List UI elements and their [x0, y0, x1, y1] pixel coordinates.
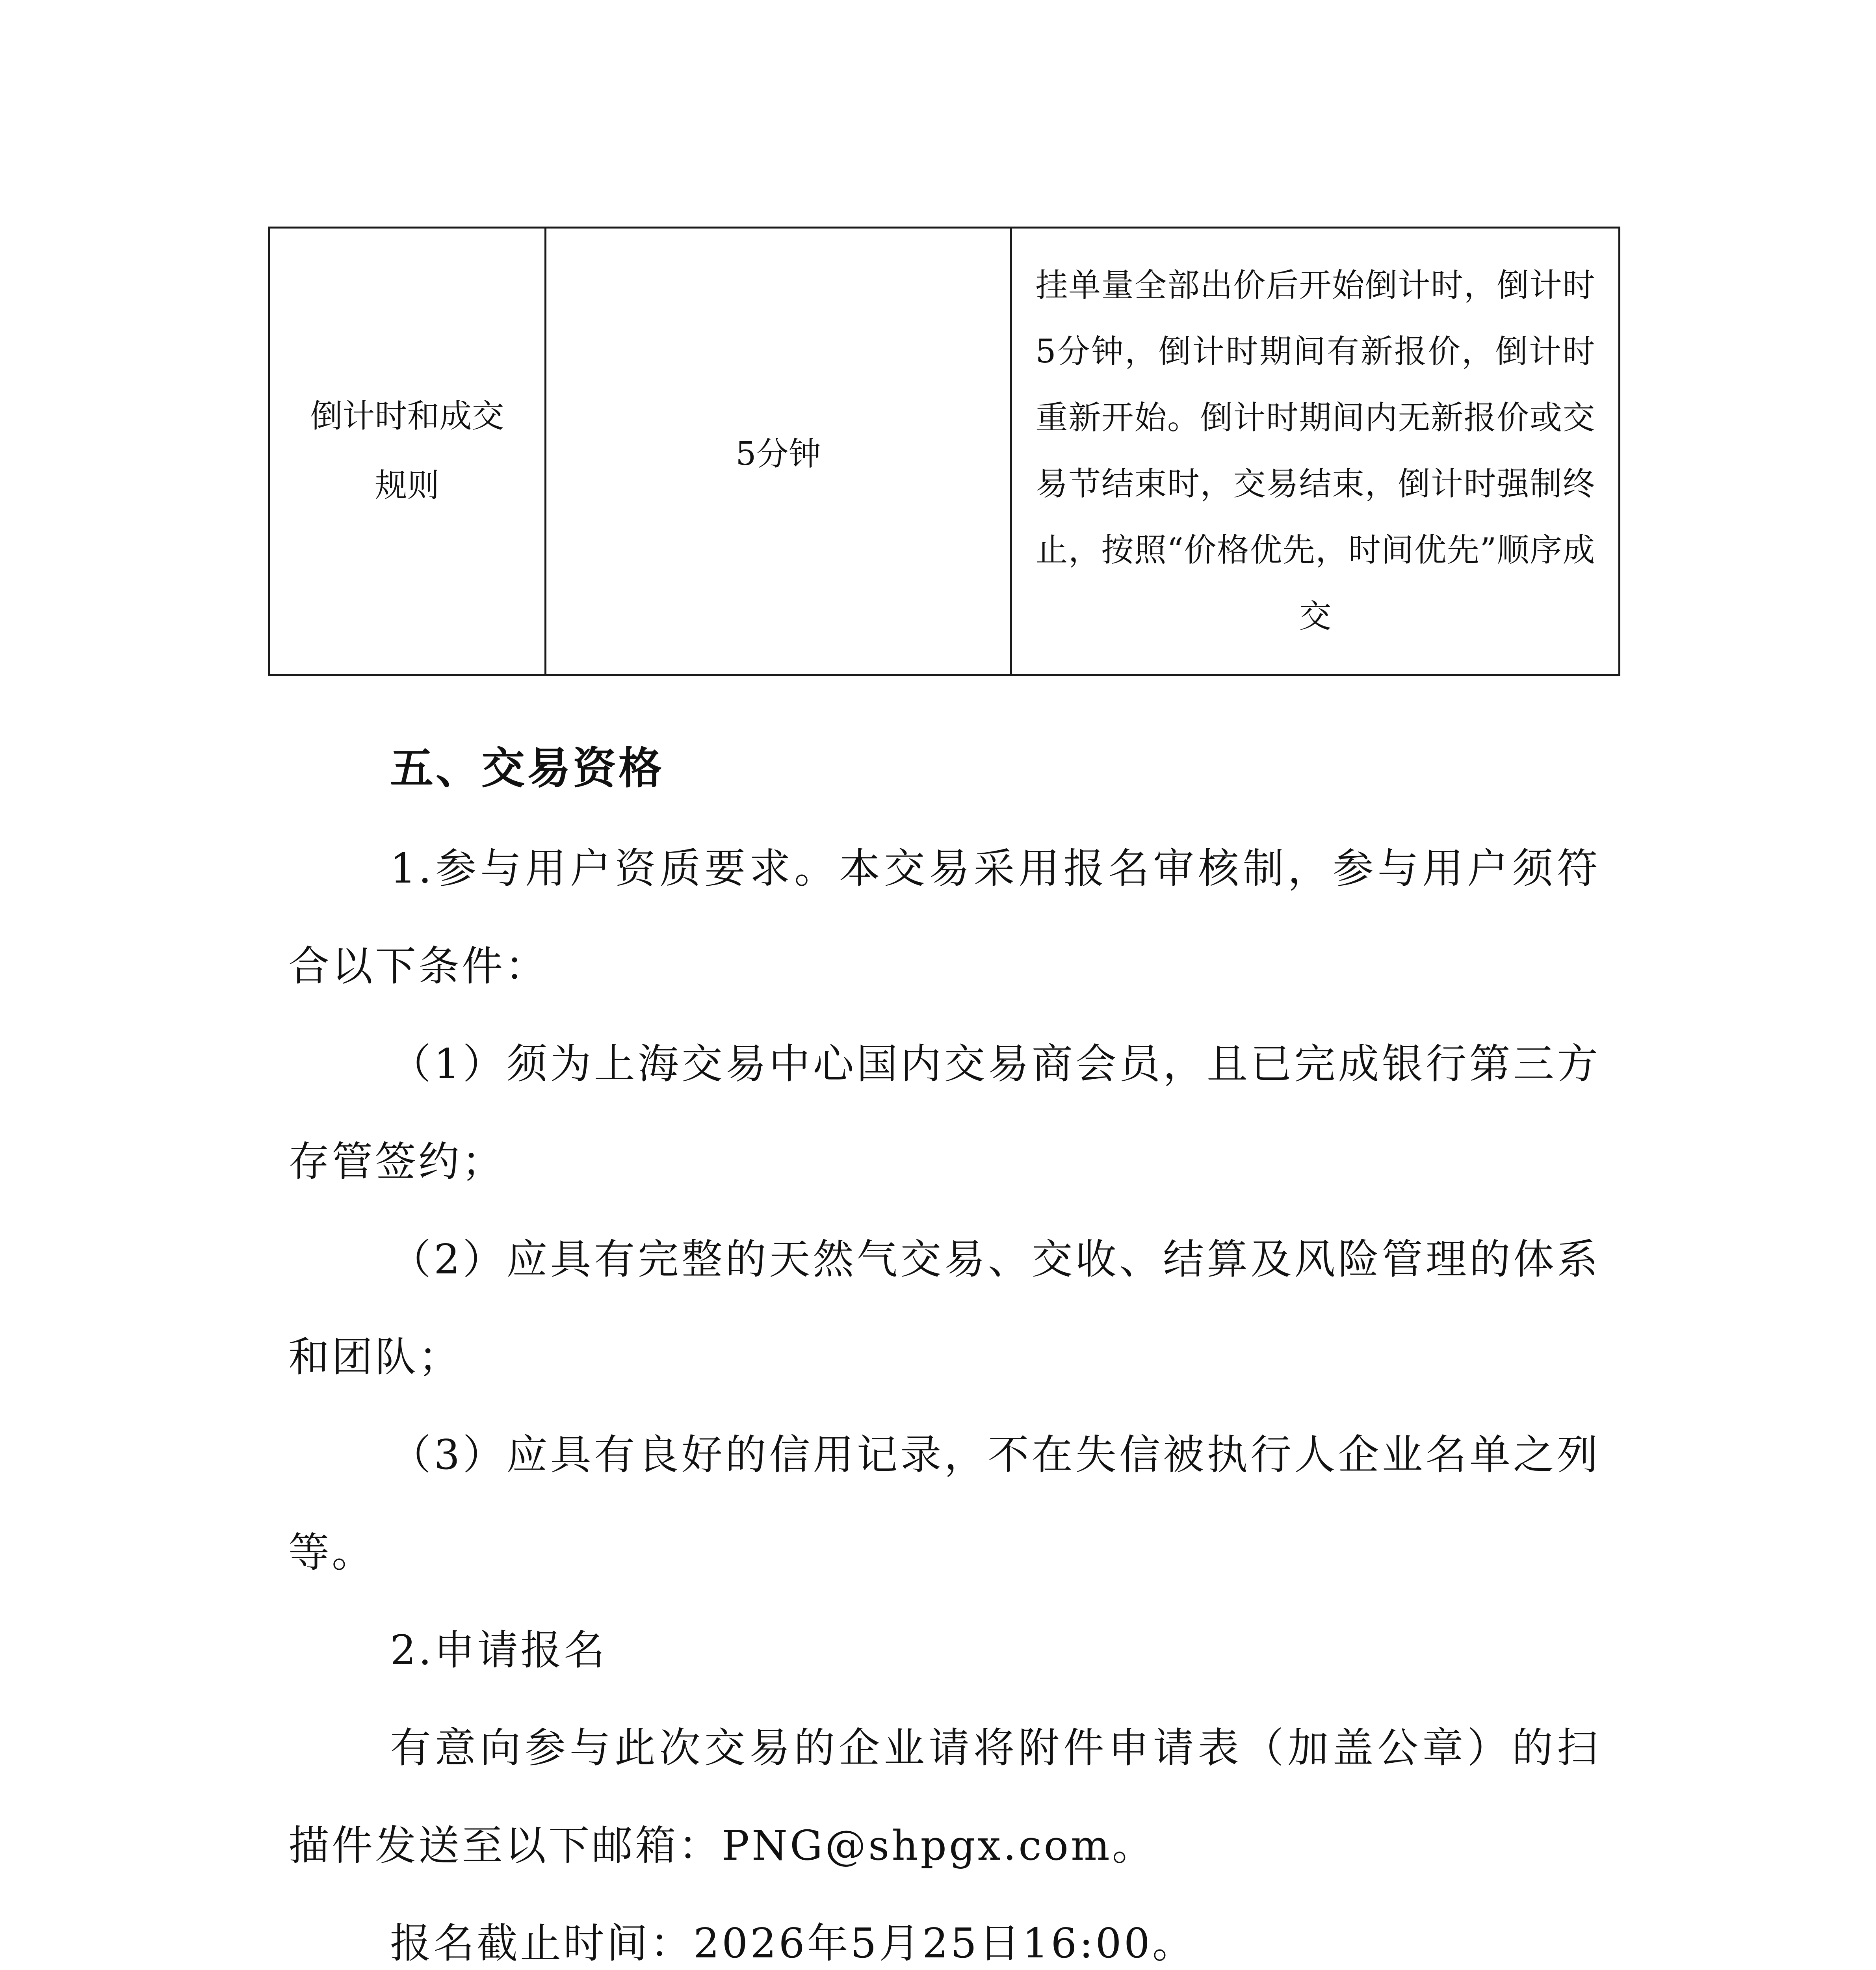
rule-name: 倒计时和成交规则 — [310, 398, 504, 504]
paragraph-apply-email: 有意向参与此次交易的企业请将附件申请表（加盖公章）的扫描件发送至以下邮箱：PNG@shpgx.com。 — [288, 1724, 1600, 1870]
paragraph-condition-2: （2）应具有完整的天然气交易、交收、结算及风险管理的体系和团队； — [288, 1235, 1600, 1381]
paragraph-condition-1: （1）须为上海交易中心国内交易商会员，且已完成银行第三方存管签约； — [288, 1040, 1600, 1186]
paragraph-qualification: 1.参与用户资质要求。本交易采用报名审核制，参与用户须符合以下条件： — [288, 844, 1600, 990]
section-heading: 五、交易资格 — [390, 743, 664, 794]
trading-rules-table — [268, 227, 1620, 676]
rule-name-cell — [269, 228, 546, 675]
rule-description: 挂单量全部出价后开始倒计时，倒计时5分钟，倒计时期间有新报价，倒计时重新开始。倒计时期间内无新报价或交易节结束时，交易结束，倒计时强制终止，按照“价格优先，时间优先”顺序成交 — [1035, 267, 1595, 635]
table-row — [269, 228, 1620, 675]
rule-value: 5分钟 — [736, 435, 821, 473]
rule-value-cell — [546, 228, 1011, 675]
section-content — [288, 717, 1600, 1970]
paragraph-apply-heading: 2.申请报名 — [390, 1626, 607, 1674]
rule-description-cell — [1011, 228, 1620, 675]
paragraph-condition-3: （3）应具有良好的信用记录，不在失信被执行人企业名单之列等。 — [288, 1431, 1600, 1576]
paragraph-deadline: 报名截止时间：2026年5月25日16:00。 — [390, 1919, 1196, 1967]
